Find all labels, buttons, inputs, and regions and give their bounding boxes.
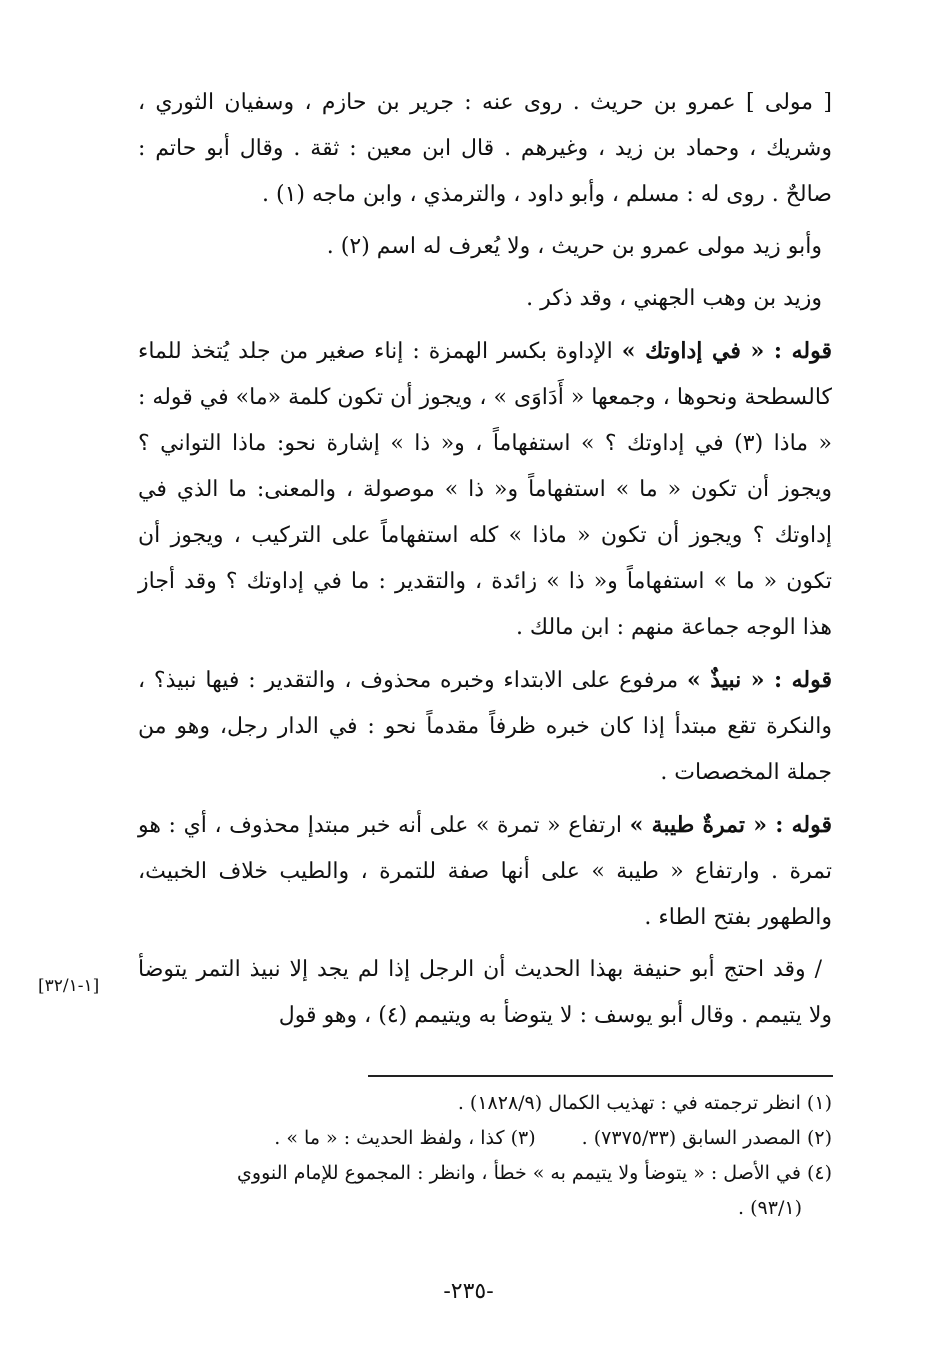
margin-page-marker: [١-٣٢/١] xyxy=(38,976,100,996)
footnote-row-2-3 xyxy=(138,1121,832,1156)
footnote-2: (٢) المصدر السابق (٧٣٧٥/٣٣) . xyxy=(581,1127,832,1149)
footnote-4: (٤) في الأصل : « يتوضأ ولا يتيمم به » خطأ ، وانظر : المجموع للإمام النووي xyxy=(237,1162,832,1184)
footnote-divider xyxy=(368,1075,833,1077)
paragraph-lead: قوله : « نبيذٌ » xyxy=(687,667,832,693)
paragraph-abu-hanifa xyxy=(138,947,832,1039)
main-text xyxy=(138,80,832,1045)
footnote-1: (١) انظر ترجمته في : تهذيب الكمال (١٨٢٨/٩) . xyxy=(457,1092,832,1114)
paragraph-text: / وقد احتج أبو حنيفة بهذا الحديث أن الرجل إذا لم يجد إلا نبيذ التمر يتوضأ ولا يتيمم . وقال أبو يوسف : لا يتوضأ به ويتيمم (٤) ، وهو قول xyxy=(138,957,832,1028)
paragraph-idawa xyxy=(138,328,832,651)
paragraph-text: الإداوة بكسر الهمزة : إناء صغير من جلد يُتخذ للماء كالسطحة ونحوها ، وجمعها « أَدَاوَى » ، ويجوز أن تكون كلمة «ما» في قوله : « ماذا (٣) في إداوتك ؟ » استفهاماً ، و« ذا » إشارة نحو: ماذا التواني ؟ ويجوز أن تكون « ما » استفهاماً و« ذا » موصولة ، والمعنى: ما الذي في إداوتك ؟ ويجوز أن تكون « ماذا » كله استفهاماً على التركيب ، ويجوز أن تكون « ما » استفهاماً و« ذا » زائدة ، والتقدير : ما في إداوتك ؟ وقد أجاز هذا الوجه جماعة منهم : ابن مالك . xyxy=(138,339,832,640)
paragraph-text: ارتفاع « تمرة » على أنه خبر مبتدإ محذوف ، أي : هو تمرة . وارتفاع « طيبة » على أنها صفة للتمرة ، والطيب خلاف الخبيث، والطهور بفتح الطاء . xyxy=(138,813,832,930)
footnote-3: (٣) كذا ، ولفظ الحديث : « ما » . xyxy=(274,1127,536,1149)
paragraph-text: [ مولى ] عمرو بن حريث . روى عنه : جرير بن حازم ، وسفيان الثوري ، وشريك ، وحماد بن زيد ، وغيرهم . قال ابن معين : ثقة . وقال أبو حاتم : صالحٌ . روى له : مسلم ، وأبو داود ، والترمذي ، وابن ماجه (١) . xyxy=(138,90,832,207)
paragraph-lead: قوله : « في إداوتك » xyxy=(621,338,832,364)
footnote-4-continued: (٩٣/١) . xyxy=(738,1197,802,1219)
footnotes xyxy=(138,1086,832,1226)
paragraph-tamra xyxy=(138,802,832,941)
paragraph-text: وزيد بن وهب الجهني ، وقد ذكر . xyxy=(526,286,822,311)
paragraph-text: مرفوع على الابتداء وخبره محذوف ، والتقدير : فيها نبيذ؟ ، والنكرة تقع مبتدأ إذا كان خبره ظرفاً مقدماً نحو : في الدار رجل، وهو من جملة المخصصات . xyxy=(138,668,832,785)
paragraph-narrator-bio xyxy=(138,80,832,218)
page-number: -٢٣٥- xyxy=(443,1279,494,1304)
paragraph-abu-zayd xyxy=(138,224,832,270)
paragraph-zayd-ibn-wahb xyxy=(138,276,832,322)
paragraph-lead: قوله : « تمرةٌ طيبة » xyxy=(629,812,832,838)
paragraph-nabidh xyxy=(138,657,832,796)
paragraph-text: وأبو زيد مولى عمرو بن حريث ، ولا يُعرف له اسم (٢) . xyxy=(326,234,822,259)
